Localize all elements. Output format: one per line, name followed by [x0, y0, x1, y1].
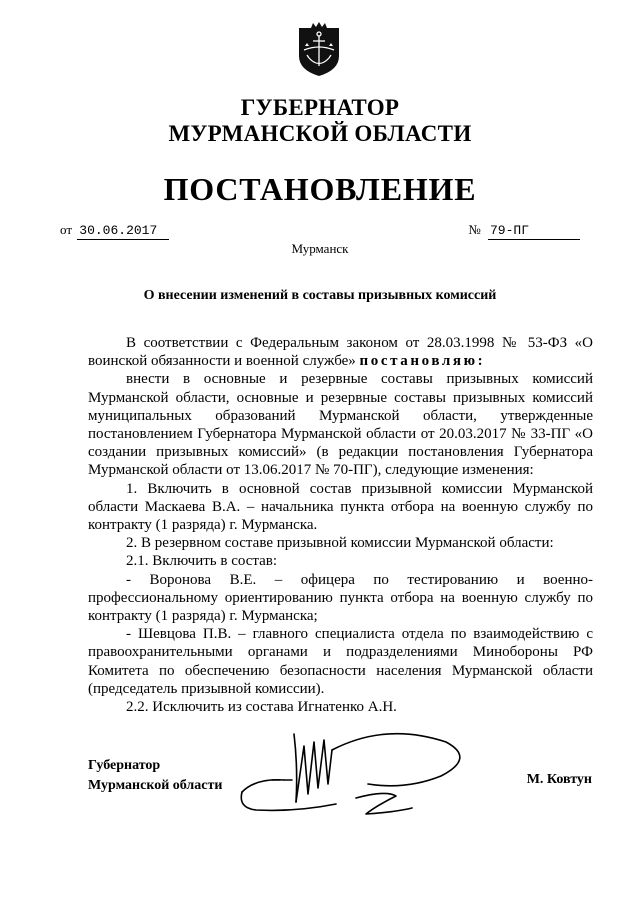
preamble-text: В соответствии с Федеральным законом от 28.03.1998 № 53-ФЗ «О воинской обязанности и военной службе» [88, 335, 593, 370]
body-paragraph-item1: 1. Включить в основной состав призывной комиссии Мурманской области Маскаева В.А. – начальника пункта отбора на военную службу по контракту (1 разряда) г. Мурманска. [88, 480, 593, 534]
document-type-title: ПОСТАНОВЛЕНИЕ [163, 171, 477, 207]
city-name: Мурманск [291, 241, 349, 256]
body-paragraph-item2: 2. В резервном составе призывной комиссии Мурманской области: [126, 535, 554, 552]
document-subject: О внесении изменений в составы призывных комиссий [143, 288, 497, 303]
body-paragraph-amendments: внести в основные и резервные составы призывных комиссий Мурманской области, основные и резервные составы призывных комиссий муниципальных образований Мурманской области, утвержденные постановлением Губернатора Мурманской области от 20.03.2017 № 33-ПГ «О создании призывных комиссий» (в редакции постановления Губернатора Мурманской области от 13.06.2017 № 70-ПГ), следующие изменения: [88, 371, 593, 479]
body-paragraph-item2-1: 2.1. Включить в состав: [126, 553, 278, 570]
issuer-title-line2: МУРМАНСКОЙ ОБЛАСТИ [168, 121, 472, 146]
date-prefix: от [60, 222, 73, 237]
decree-colon: : [477, 353, 486, 370]
coat-of-arms-icon [296, 22, 342, 78]
signatory-name: М. Ковтун [526, 772, 592, 787]
preamble-paragraph [88, 334, 593, 370]
body-paragraph-item2-2: 2.2. Исключить из состава Игнатенко А.Н. [126, 699, 397, 716]
issuer-title-line1: ГУБЕРНАТОР [240, 95, 400, 120]
body-paragraph-shevtsov: - Шевцова П.В. – главного специалиста отдела по взаимодействию с правоохранительными органами и подразделениями Минобороны РФ Комитета по обеспечению безопасности населения Мурманской области (председатель призывной комиссии). [88, 626, 593, 697]
date-number-line [60, 220, 580, 240]
handwritten-signature [236, 728, 466, 820]
document-body [88, 334, 593, 716]
signatory-title [88, 756, 222, 796]
number-block [468, 220, 580, 240]
decree-keyword: постановляю [359, 353, 478, 370]
document-number: 79-ПГ [488, 223, 580, 240]
document-date: 30.06.2017 [77, 223, 169, 240]
date-block [60, 220, 169, 240]
number-prefix: № [468, 222, 481, 237]
signatory-title-line2: Мурманской области [88, 778, 223, 793]
signatory-title-line1: Губернатор [88, 758, 161, 773]
body-paragraph-voronov: - Воронова В.Е. – офицера по тестированию и военно-профессиональному ориентированию пункта отбора на военную службу по контракту (1 разряда) г. Мурманска; [88, 571, 593, 625]
